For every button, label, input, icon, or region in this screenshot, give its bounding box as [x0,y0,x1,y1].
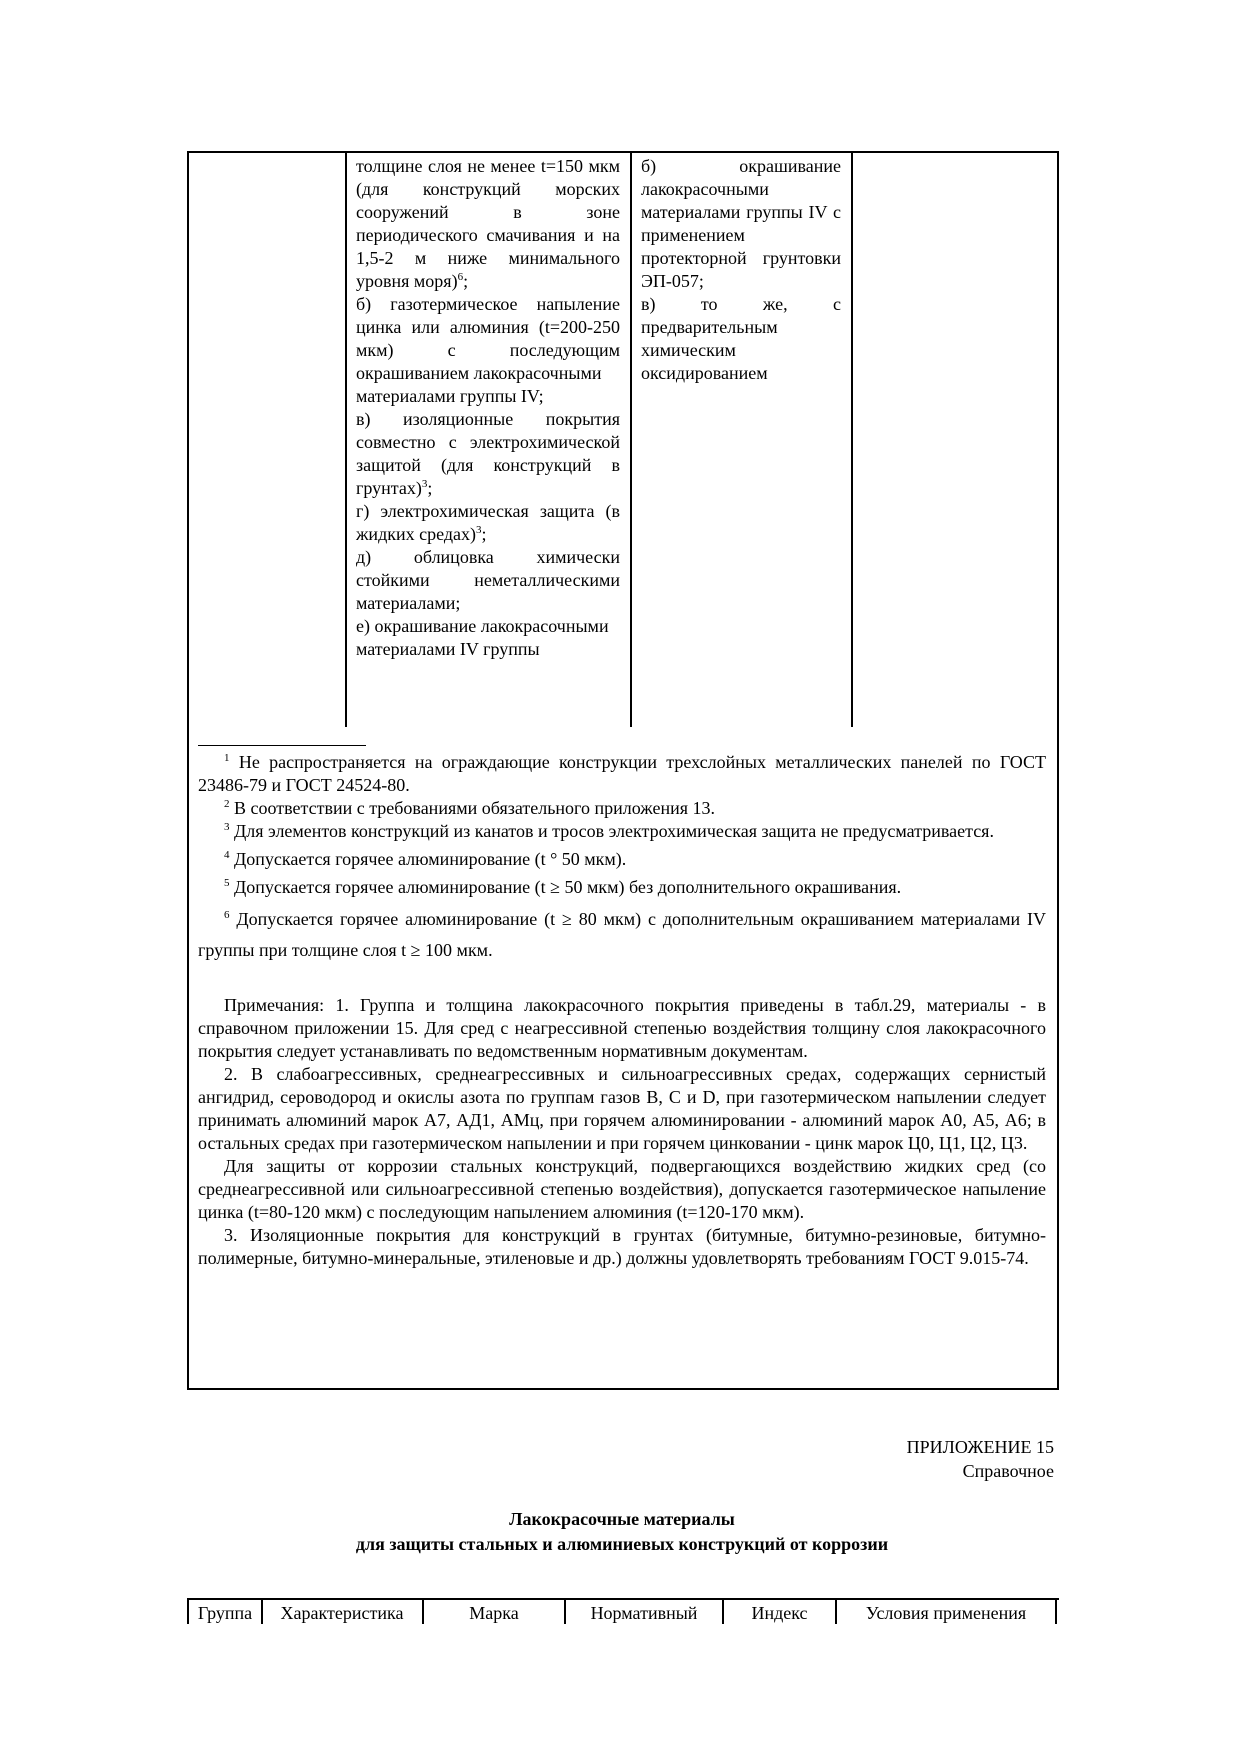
note-paragraph: Примечания: 1. Группа и толщина лакокрасочного покрытия приведены в табл.29, материалы - в справочном приложении 15. Для сред с неагрессивной степенью воздействия толщину слоя лакокрасочного покрытия следует устанавливать по ведомственным нормативным документам. [198,995,1046,1061]
note-paragraph: 2. В слабоагрессивных, среднеагрессивных и сильноагрессивных средах, содержащих сернистый ангидрид, сероводород и окислы азота по группам газов В, С и D, при газотермическом напылении следует принимать алюминий марок А7, АД1, АМц, при горячем алюминировании - алюминий марок А0, А5, А6; в остальных средах при газотермическом напылении и при горячем цинковании - цинк марок Ц0, Ц1, Ц2, Ц3. [198,1064,1046,1153]
header-cell-conditions: Условия применения [865,1603,1027,1623]
footnote: $^4$ Допускается горячее алюминирование (t ° 50 мкм). [224,849,627,869]
aluminium-methods-cell [641,155,841,385]
cell-paragraph: в) изоляционные покрытия совместно с электрохимической защитой (для конструкций в грунтах)$^3$; [356,409,620,498]
footnote: $^5$ Допускается горячее алюминирование (t ≥ 50 мкм) без дополнительного окрашивания. [224,877,902,897]
section-heading [187,1507,1057,1557]
appendix-title: ПРИЛОЖЕНИЕ 15 [906,1437,1054,1457]
cell-paragraph: толщине слоя не менее t=150 мкм (для конструкций морских сооружений в зоне периодического смачивания и на 1,5-2 м ниже минимального уровня моря)$^6$; [356,156,620,291]
header-cell-characteristic: Характеристика [280,1603,404,1623]
note-paragraph: 3. Изоляционные покрытия для конструкций в грунтах (битумные, битумно-резиновые, битумно-полимерные, битумно-минеральные, этиленовые и др.) должны удовлетворять требованиям ГОСТ 9.015-74. [198,1225,1046,1268]
column-separator [1055,1600,1057,1624]
cell-paragraph: б) окрашивание лакокрасочными материалами группы IV с применением протекторной грунтовки ЭП-057; [641,156,841,291]
cell-paragraph: е) окрашивание лакокрасочными [356,616,609,636]
footnote: $^6$ Допускается горячее алюминирование (t ≥ 80 мкм) с дополнительным окрашиванием материалами IV группы при толщине слоя t ≥ 100 мкм. [198,909,1046,960]
footnote: $^3$ Для элементов конструкций из канатов и тросов электрохимическая защита не предусматривается. [224,821,994,841]
header-cell-group: Группа [197,1603,253,1623]
header-cell-brand: Марка [469,1603,519,1623]
footnote: $^1$ Не распространяется на ограждающие конструкции трехслойных металлических панелей по ГОСТ 23486-79 и ГОСТ 24524-80. [198,752,1046,795]
heading-line-2: для защиты стальных и алюминиевых конструкций от коррозии [355,1534,889,1554]
table-header-row [187,1598,1059,1624]
footnote-rule [198,745,366,746]
cell-paragraph: б) газотермическое напыление цинка или алюминия (t=200-250 мкм) с последующим окрашиванием лакокрасочными [356,294,620,383]
column-separator [345,153,347,727]
footnotes-and-notes [198,751,1046,1270]
column-separator [630,153,632,727]
cell-paragraph: материалами группы IV; [356,386,544,406]
appendix-subtitle: Справочное [962,1461,1054,1481]
cell-paragraph: в) то же, с предварительным химическим оксидированием [641,294,841,383]
table-continuation [187,151,1059,1390]
column-separator [851,153,853,727]
footnote: $^2$ В соответствии с требованиями обязательного приложения 13. [224,798,716,818]
note-paragraph: Для защиты от коррозии стальных конструкций, подвергающихся воздействию жидких сред (со среднеагрессивной или сильноагрессивной степенью воздействия), допускается газотермическое напыление цинка (t=80-120 мкм) с последующим напылением алюминия (t=120-170 мкм). [198,1156,1046,1222]
cell-paragraph: г) электрохимическая защита (в жидких средах)$^3$; [356,501,620,544]
header-cell-normative: Нормативный [590,1603,698,1623]
cell-paragraph: д) облицовка химически стойкими неметаллическими материалами; [356,547,620,613]
heading-line-1: Лакокрасочные материалы [509,1509,735,1529]
header-cell-index: Индекс [751,1603,808,1623]
protection-methods-cell [356,155,620,661]
cell-paragraph: материалами IV группы [356,639,540,659]
appendix-label [907,1435,1054,1483]
